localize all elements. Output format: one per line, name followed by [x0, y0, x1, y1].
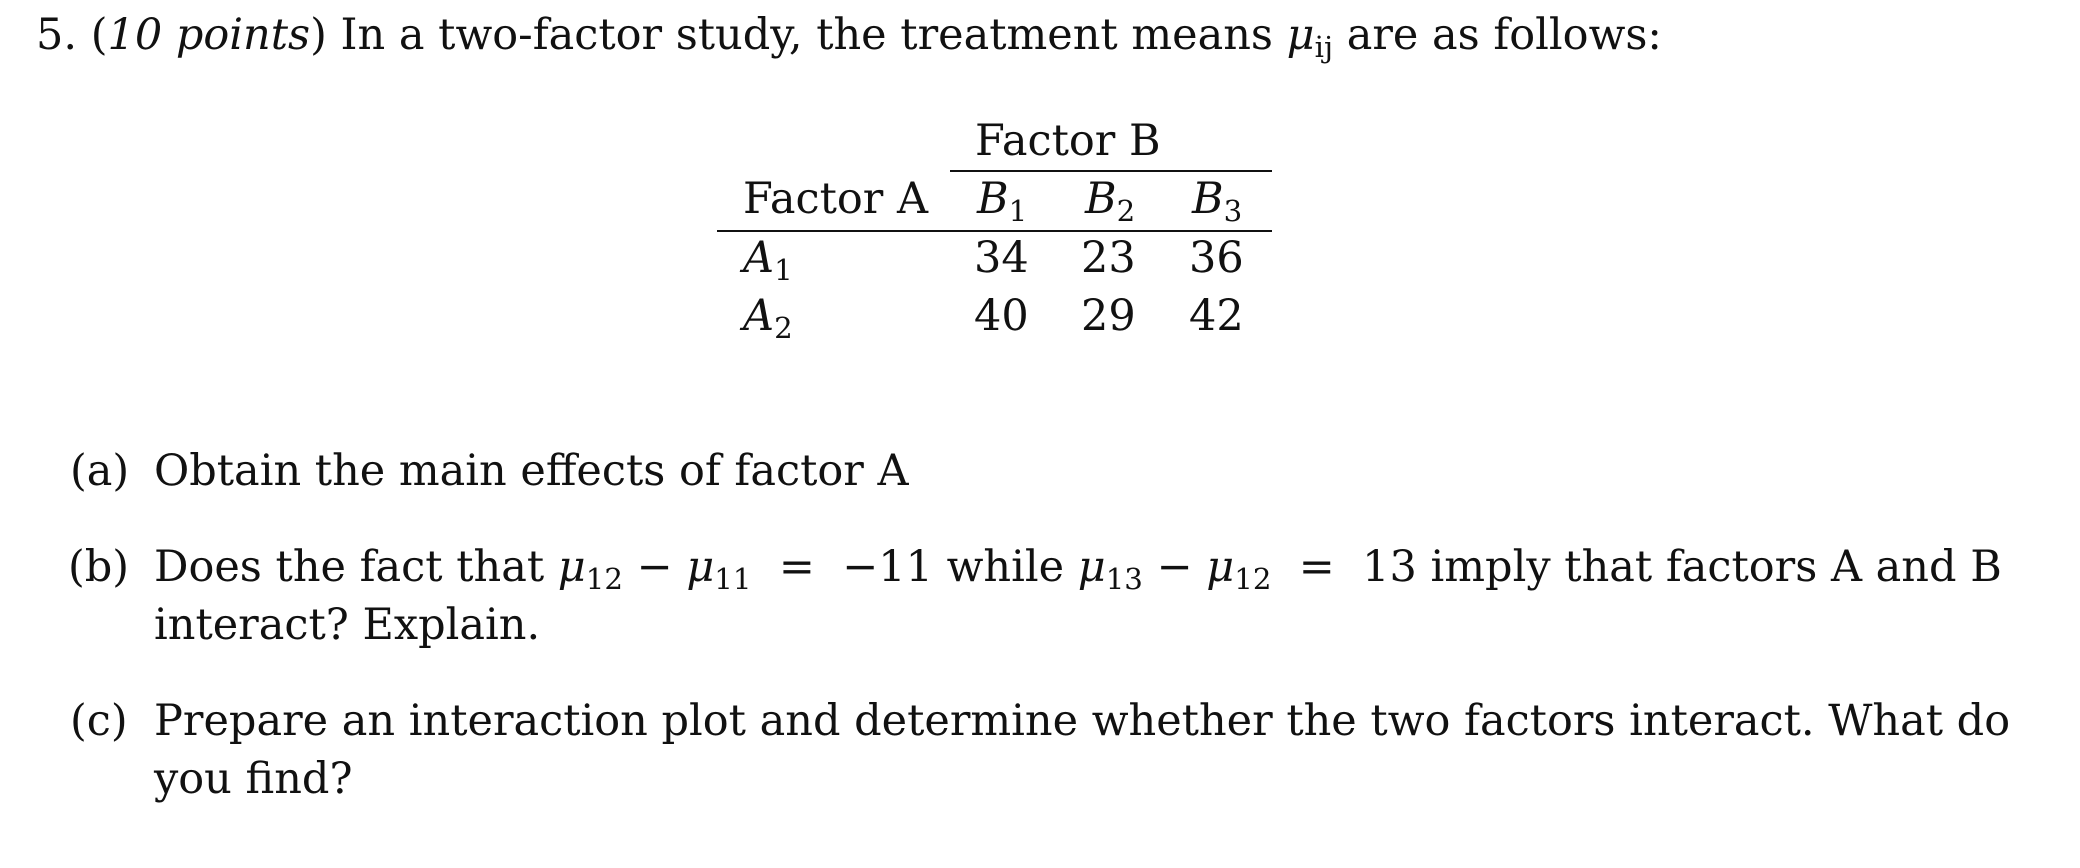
part-a-label: (a): [70, 446, 130, 496]
cell-a1-b3: 36: [1189, 233, 1244, 283]
part-a-text: Obtain the main effects of factor A: [154, 446, 909, 496]
part-c-line-2: you find?: [154, 754, 353, 804]
cell-a2-b3: 42: [1189, 291, 1244, 341]
problem-points: 10 points: [107, 10, 311, 60]
problem-intro: In a two-factor study, the treatment means: [340, 10, 1273, 60]
cell-a2-b1: 40: [974, 291, 1029, 341]
problem-number: 5.: [36, 10, 78, 60]
column-header-b3: $B_3$: [1192, 174, 1243, 229]
problem-statement: 5. (10 points) In a two-factor study, the treatment means $\mu_{ij}$ are as follows:: [36, 10, 1662, 65]
part-c-line-1: Prepare an interaction plot and determine whether the two factors interact. What do: [154, 696, 2011, 746]
part-c-label: (c): [70, 696, 128, 746]
row-label-a1: $A_1$: [743, 233, 793, 288]
mu-12-second: $\mu_{12}$: [1206, 542, 1272, 597]
mu-13: $\mu_{13}$: [1077, 542, 1143, 597]
column-group-rule: [950, 170, 1272, 172]
row-label-a2: $A_2$: [743, 291, 793, 346]
cell-a1-b2: 23: [1081, 233, 1136, 283]
part-b-line-2: interact? Explain.: [154, 600, 541, 650]
column-header-b2: $B_2$: [1085, 174, 1136, 229]
part-b-label: (b): [68, 542, 130, 592]
mu-12: $\mu_{12}$: [557, 542, 623, 597]
column-header-b1: $B_1$: [977, 174, 1028, 229]
treatment-mean-symbol: $\mu_{ij}$: [1286, 10, 1334, 65]
problem-intro-end: are as follows:: [1346, 10, 1662, 60]
cell-a1-b1: 34: [974, 233, 1029, 283]
row-header: Factor A: [743, 174, 929, 224]
header-rule: [717, 230, 1272, 232]
mu-11: $\mu_{11}$: [686, 542, 752, 597]
cell-a2-b2: 29: [1081, 291, 1136, 341]
part-b-line-1: Does the fact that $\mu_{12} - \mu_{11} = -11$ while $\mu_{13} - \mu_{12} = 13$ imply that factors A and B: [154, 542, 2002, 597]
column-group-header: Factor B: [975, 116, 1161, 166]
